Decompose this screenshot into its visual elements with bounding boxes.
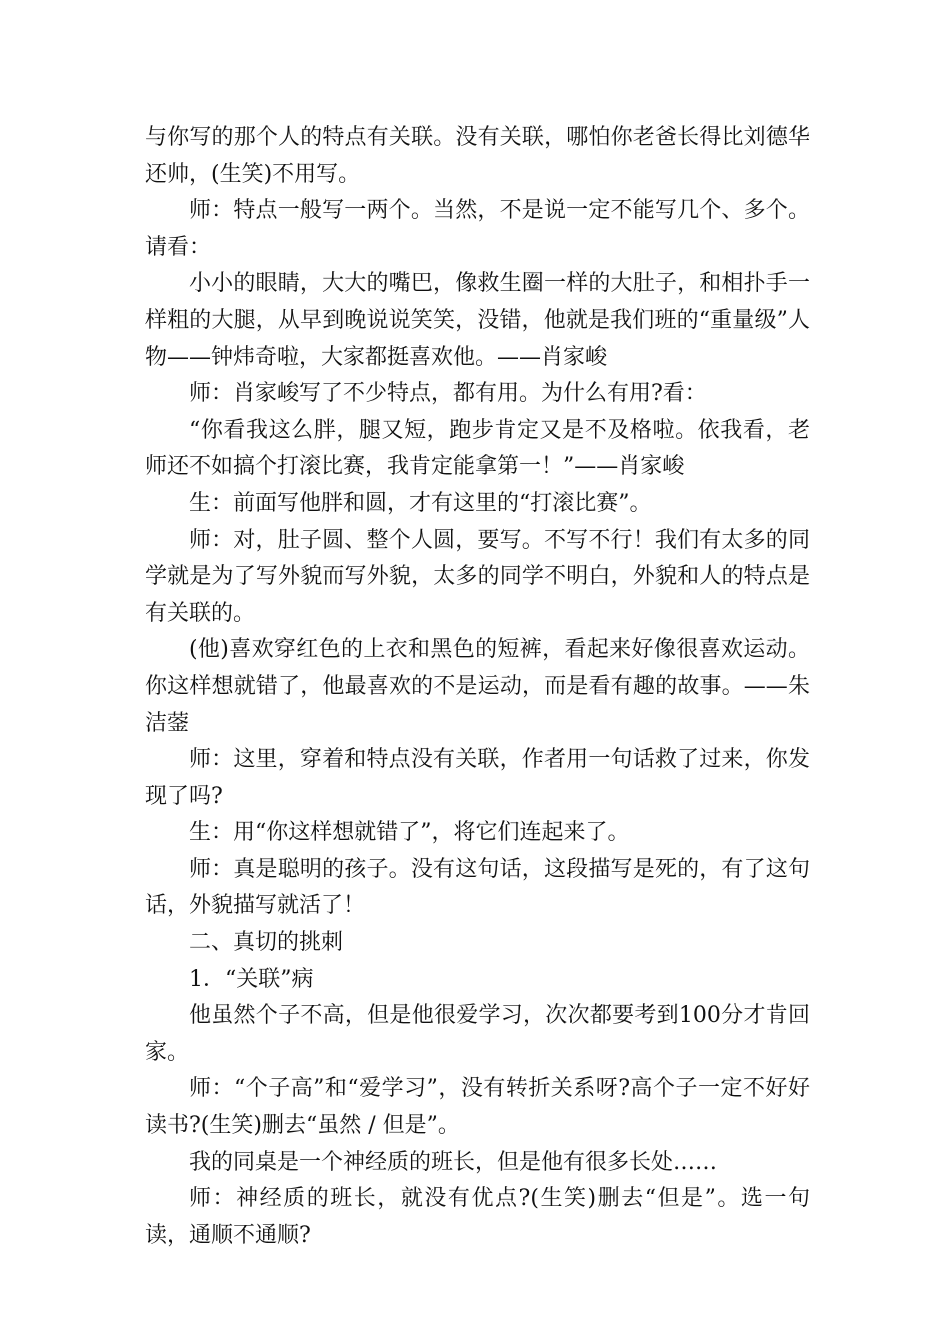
paragraph: 师：神经质的班长，就没有优点?(生笑)删去“但是”。选一句读，通顺不通顺? — [145, 1186, 810, 1248]
paragraph: (他)喜欢穿红色的上衣和黑色的短裤，看起来好像很喜欢运动。你这样想就错了，他最喜欢的不是运动，而是看有趣的故事。——朱洁蓥 — [145, 637, 810, 736]
paragraph: 师：肖家峻写了不少特点，都有用。为什么有用?看： — [189, 381, 707, 407]
document-body — [145, 120, 810, 1254]
section-heading: 二、真切的挑刺 — [189, 930, 344, 956]
paragraph: “你看我这么胖，腿又短，跑步肯定又是不及格啦。依我看，老师还不如搞个打滚比赛，我肯定能拿第一！”——肖家峻 — [145, 417, 810, 480]
paragraph: 师：真是聪明的孩子。没有这句话，这段描写是死的，有了这句话，外貌描写就活了！ — [145, 856, 810, 919]
paragraph: 师：特点一般写一两个。当然，不是说一定不能写几个、多个。请看： — [145, 198, 810, 260]
paragraph: 生：用“你这样想就错了”，将它们连起来了。 — [189, 820, 630, 846]
paragraph: 我的同桌是一个神经质的班长，但是他有很多长处…… — [189, 1149, 718, 1175]
paragraph: 生：前面写他胖和圆，才有这里的“打滚比赛”。 — [189, 490, 652, 516]
paragraph: 师：这里，穿着和特点没有关联，作者用一句话救了过来，你发现了吗? — [145, 747, 810, 809]
paragraph: 小小的眼睛，大大的嘴巴，像救生圈一样的大肚子，和相扑手一样粗的大腿，从早到晚说说笑笑，没错，他就是我们班的“重量级”人物——钟炜奇啦，大家都挺喜欢他。——肖家峻 — [145, 271, 810, 370]
subsection-heading: 1．“关联”病 — [189, 966, 314, 992]
paragraph: 师：对，肚子圆、整个人圆，要写。不写不行！我们有太多的同学就是为了写外貌而写外貌，太多的同学不明白，外貌和人的特点是有关联的。 — [145, 527, 810, 626]
paragraph: 他虽然个子不高，但是他很爱学习，次次都要考到100分才肯回家。 — [145, 1003, 810, 1065]
paragraph: 与你写的那个人的特点有关联。没有关联，哪怕你老爸长得比刘德华还帅，(生笑)不用写。 — [145, 125, 810, 187]
paragraph: 师：“个子高”和“爱学习”，没有转折关系呀?高个子一定不好好读书?(生笑)删去“虽然 / 但是”。 — [145, 1076, 810, 1139]
